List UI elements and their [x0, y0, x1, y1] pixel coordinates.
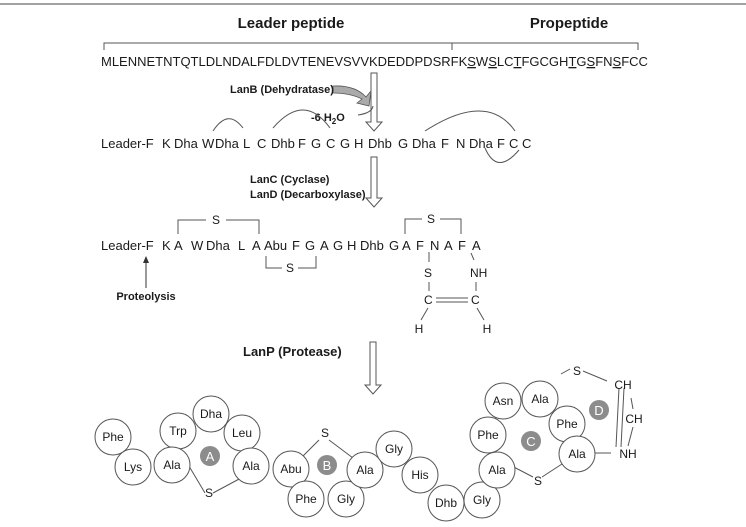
- residue-label: Ala: [163, 458, 181, 472]
- ring-d-c1: C: [424, 293, 433, 307]
- intermediate-2-residue: H: [347, 238, 357, 253]
- propeptide-sequence: [451, 54, 648, 69]
- intermediate-2-residue: L: [238, 238, 246, 253]
- residue-label: Ala: [488, 463, 506, 477]
- intermediate-2: [101, 238, 481, 253]
- intermediate-1-residue: G: [398, 136, 409, 151]
- propeptide-residue: G: [548, 54, 560, 69]
- intermediate-1-residue: Dha: [174, 136, 198, 151]
- intermediate-2-residue: N: [430, 238, 440, 253]
- residue-label: Ala: [356, 463, 374, 477]
- propeptide-residue: C: [504, 54, 514, 69]
- residue-label: Gly: [385, 442, 403, 456]
- residue-label: Ala: [531, 392, 549, 406]
- propeptide-residue: F: [450, 54, 459, 69]
- curved-arrow-icon: [333, 86, 371, 106]
- intermediate-2-residue: F: [458, 238, 466, 253]
- ring-d-h2: H: [482, 322, 492, 336]
- residue-label: Ala: [242, 459, 260, 473]
- residue-label: Abu: [280, 462, 302, 476]
- proteolysis-label: Proteolysis: [116, 291, 176, 303]
- residue-label: Trp: [169, 424, 187, 438]
- intermediate-2-residue: K: [162, 238, 171, 253]
- residue-label: Phe: [477, 428, 499, 442]
- lanp-label: LanP (Protease): [243, 344, 342, 359]
- propeptide-residue: S: [586, 54, 596, 69]
- residue-label: Phe: [295, 492, 317, 506]
- process-arrow-2: [366, 157, 382, 207]
- ring-d-nh: NH: [470, 266, 488, 280]
- intermediate-2-residue: F: [292, 238, 300, 253]
- lanb-label: LanB (Dehydratase): [230, 84, 334, 96]
- propeptide-residue: G: [529, 54, 540, 69]
- residue-label: Leu: [231, 426, 253, 440]
- intermediate-2-residue: A: [444, 238, 453, 253]
- final-structure: [95, 381, 609, 521]
- propeptide-header: Propeptide: [529, 15, 609, 32]
- intermediate-2-residue: W: [191, 238, 204, 253]
- land-label: LanD (Decarboxylase): [250, 189, 366, 201]
- intermediate-1-residue: Dha: [412, 136, 436, 151]
- proteolysis-arrowhead: [143, 256, 149, 263]
- residue-label: Phe: [556, 417, 578, 431]
- intermediate-1-residue: F: [441, 136, 449, 151]
- ring-d-double-1: [616, 388, 619, 447]
- residue-label: Asn: [492, 394, 514, 408]
- ring-d-h-bonds: [421, 308, 484, 320]
- intermediate-1-residue: Dhb: [271, 136, 295, 151]
- intermediate-2-residue: G: [333, 238, 344, 253]
- sequence-bracket: [104, 43, 638, 50]
- leader-sequence: MLENNETNTQTLDLNDALFDLDVTENEVSVVKDEDDPDSR: [101, 54, 451, 69]
- intermediate-2-residue: Abu: [264, 238, 288, 253]
- final-ch-2: CH: [625, 412, 643, 426]
- final-ch-1: CH: [614, 378, 632, 392]
- propeptide-residue: N: [603, 54, 613, 69]
- intermediate-1-residue: G: [311, 136, 322, 151]
- intermediate-1-residue: W: [202, 136, 215, 151]
- leader-peptide-header: Leader peptide: [237, 15, 345, 32]
- intermediate-2-residue: Dhb: [360, 238, 384, 253]
- intermediate-1-residue: Leader-F: [101, 136, 154, 151]
- intermediate-1-residue: K: [162, 136, 171, 151]
- final-s-c: S: [533, 474, 543, 488]
- sequence-line: [101, 54, 648, 69]
- intermediate-2-residue: Leader-F: [101, 238, 154, 253]
- intermediate-2-residue: A: [252, 238, 261, 253]
- propeptide-residue: T: [513, 54, 522, 69]
- propeptide-residue: S: [488, 54, 497, 69]
- propeptide-residue: C: [629, 54, 639, 69]
- final-s-d: S: [572, 364, 582, 378]
- intermediate-1-residue: Dha: [469, 136, 493, 151]
- residue-label: Gly: [337, 492, 355, 506]
- propeptide-residue: S: [467, 54, 476, 69]
- residue-label: Ala: [568, 447, 586, 461]
- bridge-2-s: S: [285, 261, 295, 275]
- propeptide-residue: F: [595, 54, 604, 69]
- ring-label: C: [526, 434, 536, 449]
- arc-dha-c-top: [425, 111, 515, 131]
- intermediate-1-residue: G: [340, 136, 351, 151]
- ring-d-s: S: [424, 266, 433, 280]
- ring-d-c2: C: [471, 293, 480, 307]
- intermediate-2-residue: Dha: [206, 238, 230, 253]
- intermediate-1-residue: F: [298, 136, 306, 151]
- ring-d-bonds: [429, 252, 476, 291]
- ring-d-double-bond: [436, 298, 468, 302]
- propeptide-residue: F: [621, 54, 630, 69]
- propeptide-residue: T: [568, 54, 577, 69]
- intermediate-1-residue: F: [497, 136, 505, 151]
- propeptide-residue: H: [559, 54, 569, 69]
- intermediate-2-residue: F: [416, 238, 424, 253]
- residue-label: Lys: [123, 460, 143, 474]
- arc-dha-c: [213, 119, 243, 131]
- residue-label: His: [411, 468, 429, 482]
- intermediate-1-residue: Dha: [215, 136, 239, 151]
- process-arrow-3: [365, 342, 381, 394]
- intermediate-2-residue: A: [174, 238, 183, 253]
- intermediate-1-residue: L: [243, 136, 251, 151]
- ring-d-h1: H: [414, 322, 424, 336]
- bridge-3-s: S: [426, 212, 436, 226]
- residue-label: Dha: [199, 407, 223, 421]
- ring-d-double-2: [621, 388, 624, 447]
- intermediate-2-residue: G: [389, 238, 400, 253]
- intermediate-1-residue: C: [326, 136, 336, 151]
- propeptide-residue: K: [458, 54, 468, 69]
- water-loss-label: -6 $H_2O$: [311, 112, 345, 126]
- ring-label: D: [594, 403, 604, 418]
- intermediate-1-residue: N: [456, 136, 466, 151]
- intermediate-2-residue: A: [472, 238, 481, 253]
- residue-label: Phe: [102, 430, 124, 444]
- propeptide-residue: G: [576, 54, 587, 69]
- intermediate-2-residue: G: [305, 238, 316, 253]
- propeptide-residue: S: [612, 54, 622, 69]
- intermediate-1-residue: Dhb: [368, 136, 392, 151]
- final-s-a: S: [204, 486, 214, 500]
- intermediate-1-residue: C: [509, 136, 519, 151]
- intermediate-2-residue: A: [320, 238, 329, 253]
- ring-label: A: [205, 449, 215, 464]
- intermediate-1-residue: C: [257, 136, 267, 151]
- propeptide-residue: C: [539, 54, 549, 69]
- propeptide-residue: L: [496, 54, 505, 69]
- final-s-b: S: [320, 426, 330, 440]
- residue-label: Dhb: [434, 496, 458, 510]
- propeptide-residue: C: [638, 54, 648, 69]
- intermediate-1: [101, 136, 531, 151]
- residue-label: Gly: [473, 493, 491, 507]
- intermediate-2-residue: A: [402, 238, 411, 253]
- final-nh: NH: [619, 447, 637, 461]
- propeptide-residue: F: [521, 54, 530, 69]
- propeptide-residue: W: [475, 54, 489, 69]
- intermediate-1-residue: C: [522, 136, 532, 151]
- ring-label: B: [322, 458, 332, 473]
- bridge-1-s: S: [211, 213, 221, 227]
- lanc-label: LanC (Cyclase): [250, 174, 330, 186]
- ring-d-top-bridge: [561, 369, 607, 381]
- intermediate-1-residue: H: [354, 136, 364, 151]
